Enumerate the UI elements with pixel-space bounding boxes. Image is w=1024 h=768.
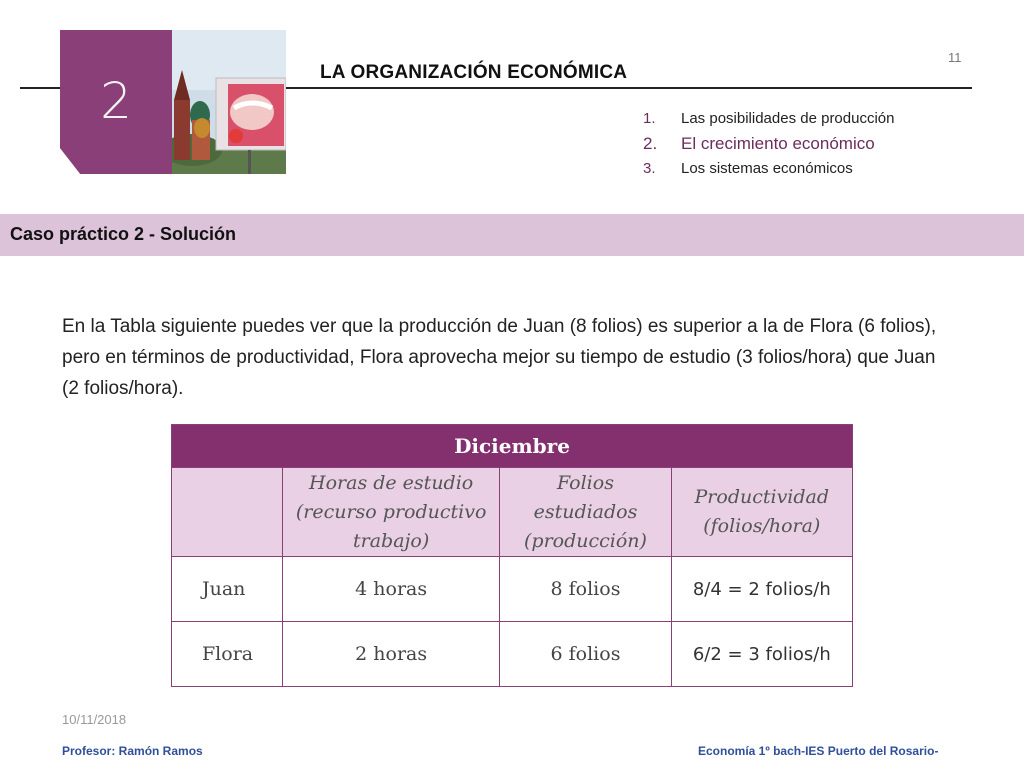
section-number: 1. — [643, 110, 656, 127]
section-item-1 — [643, 108, 894, 133]
table-row — [172, 622, 853, 687]
footer-date: 10/11/2018 — [62, 712, 127, 727]
column-header: Folios estudiados (producción) — [500, 468, 671, 557]
section-number: 3. — [643, 160, 656, 177]
section-label: El crecimiento económico — [681, 134, 875, 153]
productivity-cell: 8/4 = 2 folios/h — [671, 557, 852, 622]
section-label: Las posibilidades de producción — [681, 110, 895, 127]
productivity-table — [171, 424, 853, 687]
section-item-3 — [643, 158, 894, 183]
folios-cell: 8 folios — [500, 557, 671, 622]
footer-course: Economía 1º bach-IES Puerto del Rosario- — [698, 744, 939, 758]
table-title: Diciembre — [172, 425, 853, 468]
column-header: Horas de estudio (recurso productivo trabajo) — [282, 468, 500, 557]
productivity-cell: 6/2 = 3 folios/h — [671, 622, 852, 687]
column-header — [172, 468, 283, 557]
section-list — [643, 108, 894, 183]
slide-number: 11 — [948, 50, 962, 65]
table-title-row — [172, 425, 853, 468]
table-row — [172, 557, 853, 622]
page-title: LA ORGANIZACIÓN ECONÓMICA — [320, 62, 628, 83]
column-header: Productividad (folios/hora) — [671, 468, 852, 557]
intro-paragraph: En la Tabla siguiente puedes ver que la producción de Juan (8 folios) es superior a la de Flora (6 folios), pero en términos de productividad, Flora aprovecha mejor su tiempo de estudio (3 folios/hora) que Juan (2 folios/hora). — [62, 316, 937, 399]
hours-cell: 4 horas — [282, 557, 500, 622]
table-header-row — [172, 468, 853, 557]
header-photo — [172, 30, 286, 174]
row-name: Juan — [172, 557, 283, 622]
banner-title: Caso práctico 2 - Solución — [10, 224, 237, 244]
folios-cell: 6 folios — [500, 622, 671, 687]
row-name: Flora — [172, 622, 283, 687]
chapter-number: 2 — [100, 72, 132, 130]
footer-author: Profesor: Ramón Ramos — [62, 744, 203, 758]
section-label: Los sistemas económicos — [681, 160, 853, 177]
section-item-2 — [643, 133, 894, 158]
hours-cell: 2 horas — [282, 622, 500, 687]
section-number: 2. — [643, 134, 658, 153]
